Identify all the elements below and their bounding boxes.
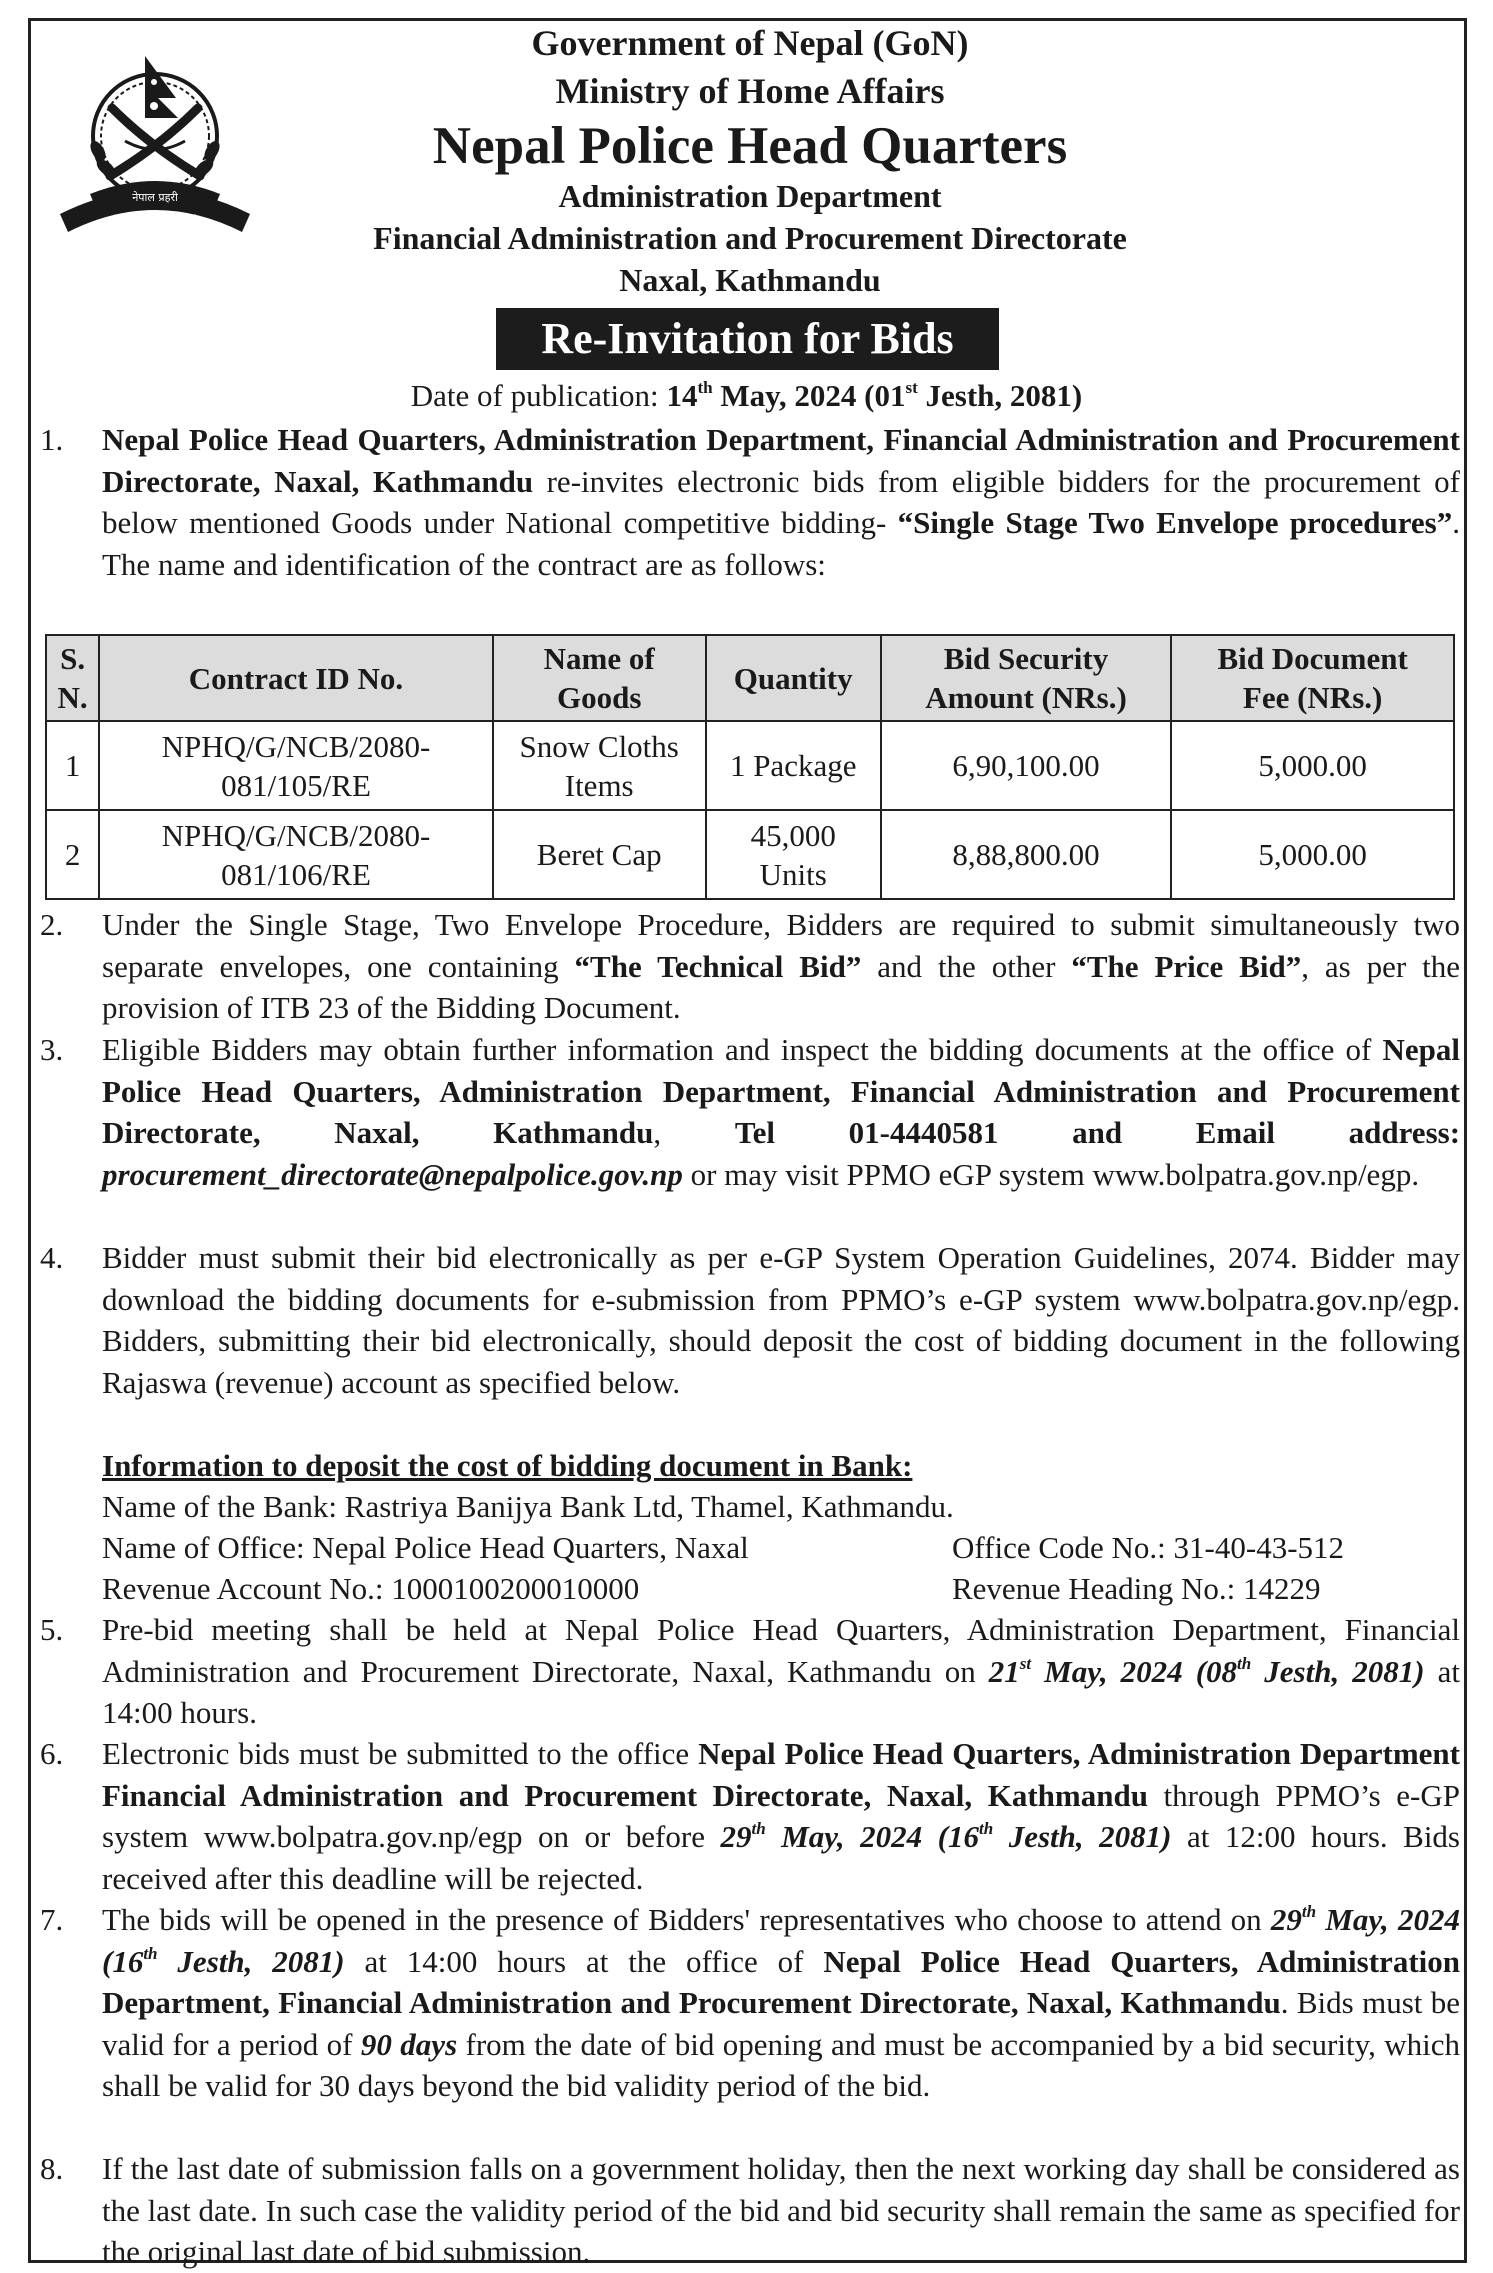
cell-contract-id: NPHQ/G/NCB/2080- 081/106/RE <box>99 810 493 899</box>
cell-sn: 2 <box>46 810 99 899</box>
revenue-row: Revenue Account No.: 1000100200010000 Revenue Heading No.: 14229 <box>102 1571 1321 1606</box>
nepal-police-emblem <box>50 36 260 246</box>
header-government: Government of Nepal (GoN) <box>531 23 969 63</box>
cell-doc-fee: 5,000.00 <box>1171 721 1454 810</box>
clause-6: 6. Electronic bids must be submitted to the office Nepal Police Head Quarters, Administration Department Financial Administration and Procurement Directorate, Naxal, Kathmandu through PPMO’s e-GP system www.bolpatra.gov.np/egp on or before 29th May, 2024 (16th Jesth, 2081) at 12:00 hours. Bids received after this deadline will be rejected. <box>40 1733 1460 1899</box>
cell-goods: Snow Cloths Items <box>493 721 706 810</box>
clause-8: 8. If the last date of submission falls on a government holiday, then the next working day shall be considered as the last date. In such case the validity period of the bid and bid security shall remain the same as specified for the original last date of bid submission. <box>40 2148 1460 2273</box>
clause-number: 3. <box>40 1032 64 1067</box>
col-sn: S. N. <box>46 635 99 721</box>
contract-table <box>45 634 1455 900</box>
cell-quantity: 45,000 Units <box>706 810 881 899</box>
clause-4: 4. Bidder must submit their bid electronically as per e-GP System Operation Guidelines, 2074. Bidder may download the bidding documents for e-submission from PPMO’s e-GP system www.bolpatra.gov.np/egp. Bidders, submitting their bid electronically, should deposit the cost of bidding document in the following Rajaswa (revenue) account as specified below. <box>40 1237 1460 1403</box>
clause-number: 5. <box>40 1612 64 1647</box>
publication-date: Date of publication: 14th May, 2024 (01st Jesth, 2081) <box>410 378 1083 413</box>
col-bid-security: Bid Security Amount (NRs.) <box>881 635 1171 721</box>
clause-number: 6. <box>40 1736 64 1771</box>
clause-2: 2. Under the Single Stage, Two Envelope Procedure, Bidders are required to submit simultaneously two separate envelopes, one containing “The Technical Bid” and the other “The Price Bid”, as per the provision of ITB 23 of the Bidding Document. <box>40 904 1460 1029</box>
clause-number: 2. <box>40 907 64 942</box>
col-goods: Name of Goods <box>493 635 706 721</box>
cell-quantity: 1 Package <box>706 721 881 810</box>
bank-name: Name of the Bank: Rastriya Banijya Bank Ltd, Thamel, Kathmandu. <box>102 1489 954 1524</box>
clause-number: 4. <box>40 1240 64 1275</box>
clause-5: 5. Pre-bid meeting shall be held at Nepal Police Head Quarters, Administration Department, Financial Administration and Procurement Directorate, Naxal, Kathmandu on 21st May, 2024 (08th Jesth, 2081) at 14:00 hours. <box>40 1609 1460 1734</box>
col-contract-id: Contract ID No. <box>99 635 493 721</box>
bank-info-title: Information to deposit the cost of bidding document in Bank: <box>102 1448 913 1483</box>
header-address: Naxal, Kathmandu <box>619 262 881 298</box>
header-directorate: Financial Administration and Procurement Directorate <box>373 220 1127 256</box>
clause-number: 8. <box>40 2151 64 2186</box>
notice-title-banner: Re-Invitation for Bids <box>496 308 999 370</box>
procurement-email[interactable]: procurement_directorate@nepalpolice.gov.np <box>102 1156 683 1192</box>
clause-3: 3. Eligible Bidders may obtain further information and inspect the bidding documents at the office of Nepal Police Head Quarters, Administration Department, Financial Administration and Procurement Directorate, Naxal, Kathmandu, Tel 01-4440581 and Email address: procurement_directorate@nepalpolice.gov.np or may visit PPMO eGP system www.bolpatra.gov.np/egp. <box>40 1029 1460 1195</box>
office-row: Name of Office: Nepal Police Head Quarters, Naxal Office Code No.: 31-40-43-512 <box>102 1530 1345 1565</box>
clause-1: 1. Nepal Police Head Quarters, Administration Department, Financial Administration and Procurement Directorate, Naxal, Kathmandu re-invites electronic bids from eligible bidders for the procurement of below mentioned Goods under National competitive bidding- “Single Stage Two Envelope procedures”. The name and identification of the contract are as follows: <box>40 419 1460 585</box>
header-organization: Nepal Police Head Quarters <box>432 117 1068 175</box>
emblem-motto: सत्य सेवा सुरक्षणम् <box>114 211 196 225</box>
table-row <box>46 810 1454 899</box>
header-department: Administration Department <box>558 178 942 214</box>
header-ministry: Ministry of Home Affairs <box>555 71 945 111</box>
cell-goods: Beret Cap <box>493 810 706 899</box>
col-quantity: Quantity <box>706 635 881 721</box>
cell-sn: 1 <box>46 721 99 810</box>
clause-number: 7. <box>40 1902 64 1937</box>
emblem-top-text: नेपाल प्रहरी <box>132 191 178 204</box>
col-doc-fee: Bid Document Fee (NRs.) <box>1171 635 1454 721</box>
table-row <box>46 721 1454 810</box>
cell-bid-security: 8,88,800.00 <box>881 810 1171 899</box>
cell-bid-security: 6,90,100.00 <box>881 721 1171 810</box>
cell-doc-fee: 5,000.00 <box>1171 810 1454 899</box>
clause-number: 1. <box>40 422 64 457</box>
clause-7: 7. The bids will be opened in the presence of Bidders' representatives who choose to attend on 29th May, 2024 (16th Jesth, 2081) at 14:00 hours at the office of Nepal Police Head Quarters, Administration Department, Financial Administration and Procurement Directorate, Naxal, Kathmandu. Bids must be valid for a period of 90 days from the date of bid opening and must be accompanied by a bid security, which shall be valid for 30 days beyond the bid validity period of the bid. <box>40 1899 1460 2107</box>
table-header-row <box>46 635 1454 721</box>
cell-contract-id: NPHQ/G/NCB/2080- 081/105/RE <box>99 721 493 810</box>
